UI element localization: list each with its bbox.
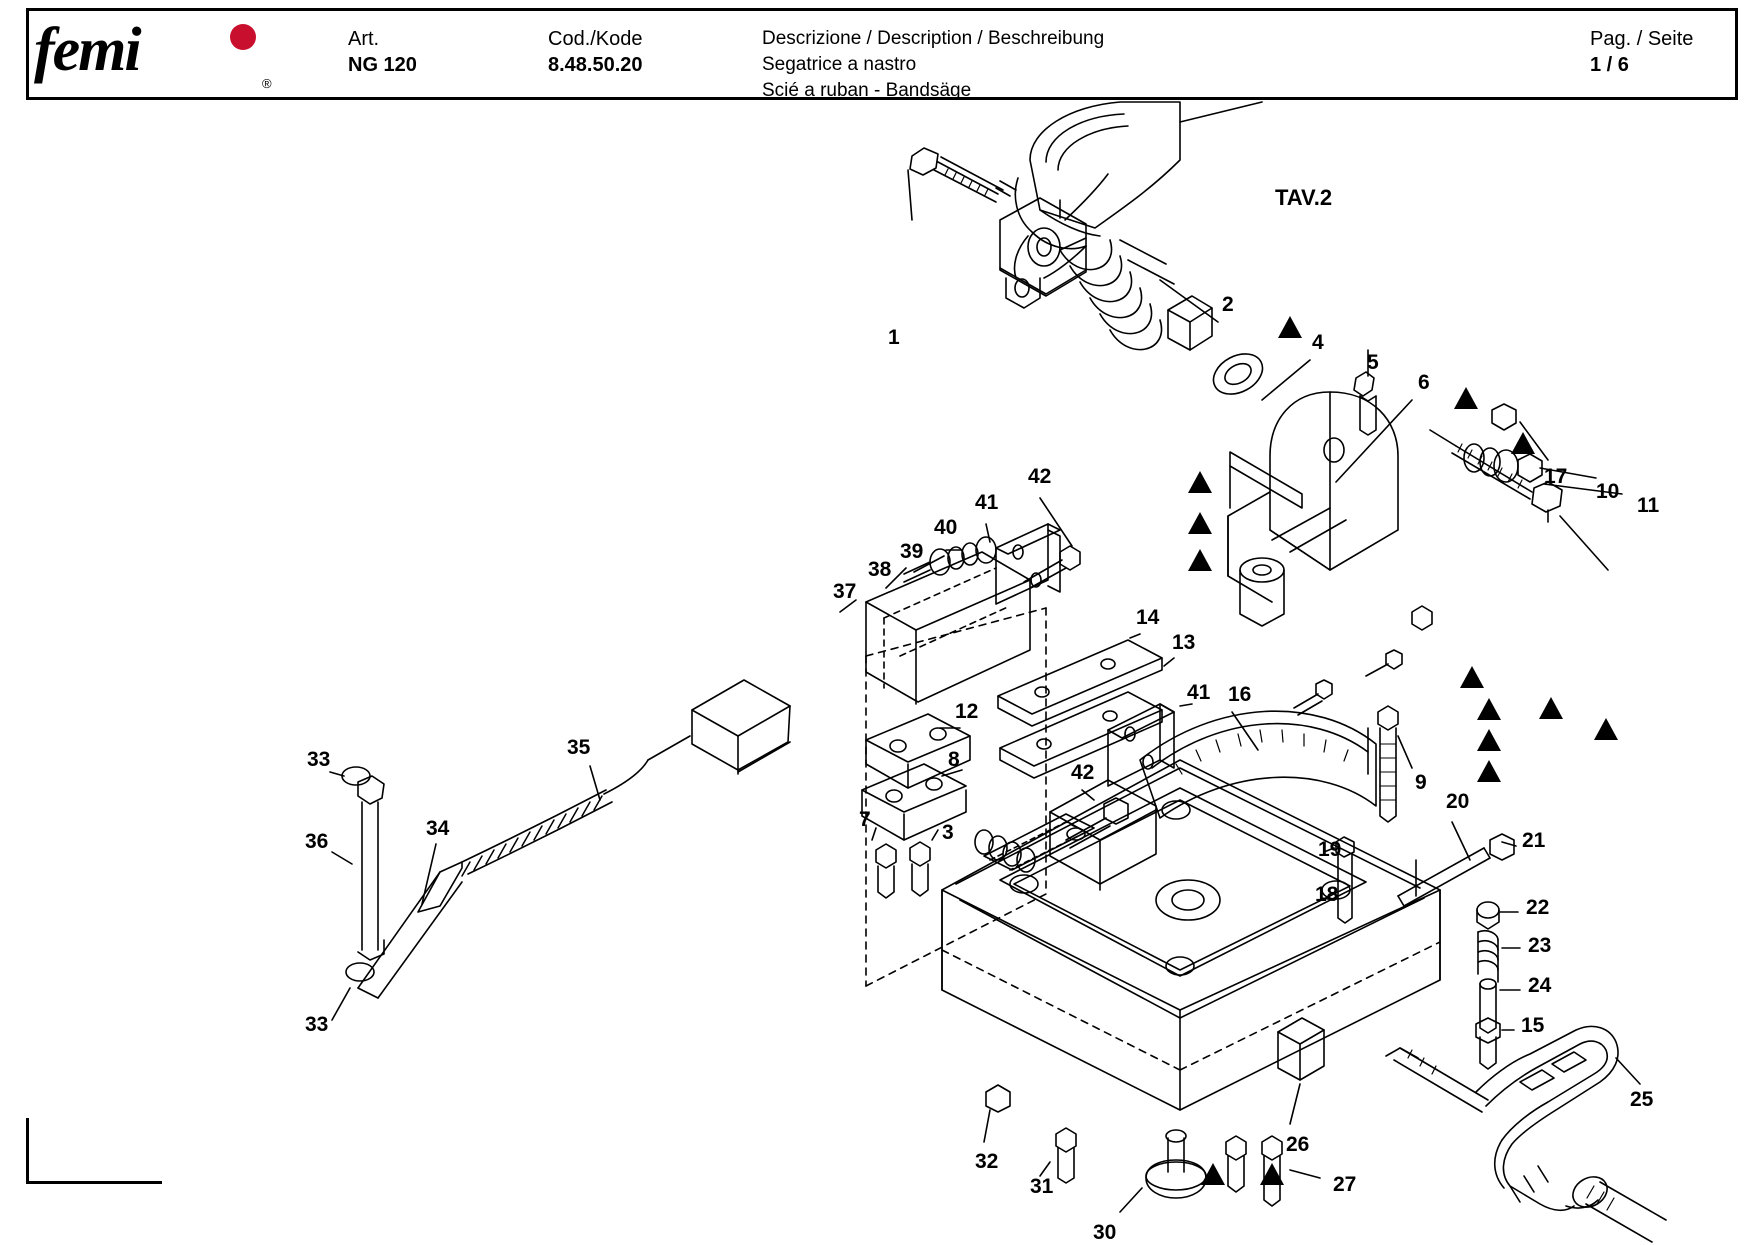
code-label: Cod./Kode (548, 28, 643, 50)
article-column (348, 26, 417, 78)
description-label: Descrizione / Description / Beschreibung (762, 28, 1105, 49)
callout-42b: 42 (1071, 761, 1095, 784)
callout-9: 9 (1415, 771, 1427, 794)
leader-tav2 (1180, 102, 1262, 122)
part-41-plate (996, 524, 1060, 604)
leader-36 (332, 852, 352, 864)
description-line-2: Scié a ruban - Bandsäge (762, 80, 972, 101)
part-5-knob (1354, 372, 1376, 435)
part-17-nut (1492, 404, 1516, 430)
diagram-svg (0, 100, 1760, 1194)
callout-10: 10 (1596, 480, 1620, 503)
leader-26 (1290, 1084, 1300, 1124)
leader-31 (1040, 1162, 1050, 1176)
callout-12: 12 (955, 700, 979, 723)
callout-14: 14 (1136, 606, 1160, 629)
header-border-left (26, 8, 29, 100)
callout-41a: 41 (975, 491, 999, 514)
code-value: 8.48.50.20 (548, 54, 643, 76)
callout-21: 21 (1522, 829, 1546, 852)
leader-27 (1290, 1170, 1320, 1178)
part-9-pin (1378, 706, 1398, 822)
leader-4 (1262, 360, 1310, 400)
leader-6 (1336, 400, 1412, 482)
callout-15: 15 (1521, 1014, 1545, 1037)
callout-34: 34 (426, 817, 450, 840)
part-21-nut (1490, 834, 1514, 860)
callout-25: 25 (1630, 1088, 1654, 1111)
description-column (762, 26, 1104, 104)
callout-33b: 33 (305, 1013, 329, 1036)
femi-logo (34, 16, 284, 90)
part-30-foot (1146, 1130, 1206, 1198)
part-31-bolt (1056, 1128, 1076, 1183)
leader-41a (986, 524, 990, 542)
vice-swivel-body (1228, 392, 1398, 626)
part-23-spring (1478, 931, 1498, 982)
callout-13: 13 (1172, 631, 1196, 654)
leader-20 (1452, 822, 1470, 860)
article-label: Art. (348, 28, 380, 50)
description-line-1: Segatrice a nastro (762, 54, 917, 75)
callout-18: 18 (1315, 883, 1339, 906)
callout-3: 3 (942, 821, 954, 844)
callout-33a: 33 (307, 748, 331, 771)
header-border-top (26, 8, 1738, 11)
callout-26: 26 (1286, 1133, 1310, 1156)
part-24-pin (1480, 979, 1496, 1033)
part-32-nut (986, 1085, 1010, 1112)
page-label: Pag. / Seite (1590, 28, 1694, 50)
part-37-vice-jaw (692, 552, 1030, 774)
callout-16: 16 (1228, 683, 1252, 706)
leader-42 (1040, 498, 1072, 546)
page-value: 1 / 6 (1590, 54, 1629, 76)
callout-2: 2 (1222, 293, 1234, 316)
callout-24: 24 (1528, 974, 1552, 997)
small-vice-bracket (1050, 780, 1156, 890)
callout-37: 37 (833, 580, 857, 603)
callout-22: 22 (1526, 896, 1550, 919)
callout-19: 19 (1318, 838, 1342, 861)
leader-3 (932, 830, 938, 840)
leader-9 (1398, 736, 1412, 768)
leader-30 (1120, 1188, 1142, 1212)
leader-25 (1616, 1058, 1640, 1084)
part-25-handle-lever (1386, 1026, 1666, 1242)
page-column (1590, 26, 1693, 78)
vice-upper-plate (1230, 452, 1302, 508)
part-41b-bracket (1108, 704, 1174, 786)
leader-16 (1232, 712, 1258, 750)
callout-8: 8 (948, 748, 960, 771)
upper-arm-housing (1015, 102, 1181, 278)
part-20-rod (1398, 848, 1490, 906)
callout-32: 32 (975, 1150, 999, 1173)
callout-30: 30 (1093, 1221, 1117, 1244)
callout-17: 17 (1544, 465, 1568, 488)
exploded-diagram (0, 100, 1760, 1244)
leader-7 (872, 828, 876, 840)
page-border-left-bottom (26, 1118, 29, 1184)
callout-42: 42 (1028, 465, 1052, 488)
callout-11: 11 (1637, 494, 1660, 517)
part-34-rod (358, 862, 462, 998)
part-42-bolt (1024, 546, 1080, 588)
callout-5: 5 (1367, 351, 1379, 374)
vice-head-bracket (1000, 198, 1086, 308)
callout-31: 31 (1030, 1175, 1054, 1198)
part-1-bolt (910, 148, 1016, 202)
part-22-cap (1477, 902, 1499, 929)
leader-1 (908, 170, 912, 220)
machine-base-casting (942, 760, 1440, 1110)
part-3-bolt (910, 842, 930, 896)
callout-39: 39 (900, 540, 924, 563)
logo-dot-icon (230, 24, 256, 50)
part-spacer-sleeve (1168, 296, 1212, 350)
callout-7: 7 (859, 808, 871, 831)
leader-11b (1560, 516, 1608, 570)
misc-small-fasteners (1294, 606, 1432, 896)
callout-tav2: TAV.2 (1275, 185, 1333, 210)
callout-4: 4 (1312, 331, 1324, 354)
callout-20: 20 (1446, 790, 1470, 813)
leader-34 (422, 844, 436, 904)
callout-40: 40 (934, 516, 958, 539)
callout-36: 36 (305, 830, 329, 853)
header-border-right (1735, 8, 1738, 100)
leader-32 (984, 1110, 990, 1142)
callout-1: 1 (888, 326, 900, 349)
logo-registered-mark: ® (262, 76, 272, 91)
callout-38: 38 (868, 558, 892, 581)
page-border-bottom (26, 1181, 162, 1184)
callout-35: 35 (567, 736, 591, 759)
warning-triangle-markers (1188, 316, 1618, 1185)
part-washer-ring (1207, 346, 1270, 402)
callout-6: 6 (1418, 371, 1430, 394)
part-7-bolt (876, 844, 896, 898)
code-column (548, 26, 643, 78)
page-header (0, 0, 1760, 100)
part-36-rod (342, 767, 384, 981)
logo-wordmark: femi (34, 16, 140, 84)
callout-23: 23 (1528, 934, 1552, 957)
leader-33b (332, 988, 350, 1020)
callout-41b: 41 (1187, 681, 1211, 704)
callout-27: 27 (1333, 1173, 1357, 1196)
article-value: NG 120 (348, 54, 417, 76)
leader-14 (1130, 634, 1140, 638)
leader-13 (1164, 658, 1174, 666)
